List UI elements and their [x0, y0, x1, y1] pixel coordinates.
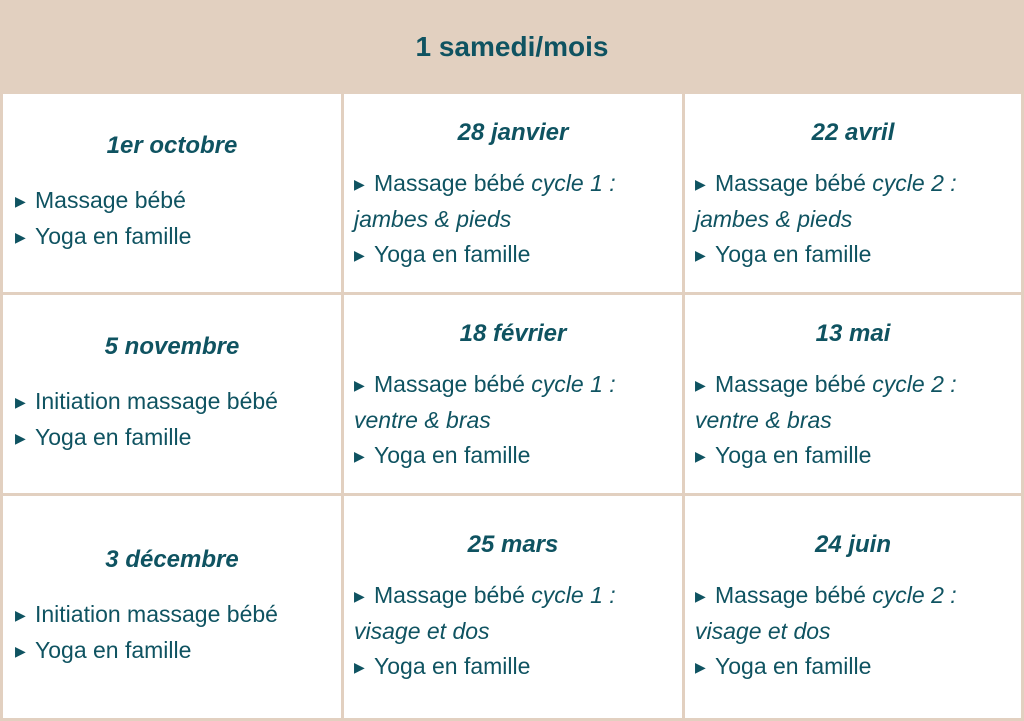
session-date: 5 novembre [104, 333, 240, 360]
activity-item: ▶ Massage bébé cycle 1 : [354, 367, 672, 403]
session-date: 18 février [459, 320, 567, 347]
activity-item: ▶ Initiation massage bébé [13, 597, 331, 633]
activity-item: ▶ Yoga en famille [695, 237, 1011, 273]
activity-item: ▶ Yoga en famille [354, 649, 672, 685]
activity-item: ▶ Yoga en famille [695, 438, 1011, 474]
play-arrow-icon: ▶ [354, 448, 365, 464]
play-arrow-icon: ▶ [15, 193, 26, 209]
activity-item: ▶ Massage bébé cycle 1 : [354, 578, 672, 614]
schedule-title: 1 samedi/mois [3, 0, 1021, 94]
play-arrow-icon: ▶ [354, 176, 365, 192]
play-arrow-icon: ▶ [695, 176, 706, 192]
session-cell-mar [344, 496, 685, 718]
activity-detail: ventre & bras [695, 407, 832, 433]
activity-detail: visage et dos [695, 618, 831, 644]
play-arrow-icon: ▶ [15, 430, 26, 446]
session-date: 1er octobre [106, 132, 238, 159]
play-arrow-icon: ▶ [354, 247, 365, 263]
schedule-grid [3, 94, 1021, 718]
activity-item: ▶ Yoga en famille [354, 438, 672, 474]
activity-item: ▶ Yoga en famille [13, 633, 331, 669]
activity-item: ▶ Yoga en famille [13, 420, 331, 456]
play-arrow-icon: ▶ [695, 588, 706, 604]
session-date: 13 mai [815, 320, 891, 347]
session-cell-feb [344, 295, 685, 496]
activity-item: ▶ Initiation massage bébé [13, 384, 331, 420]
activity-item: ▶ Massage bébé cycle 2 : [695, 166, 1011, 202]
activity-detail: ventre & bras [354, 407, 491, 433]
play-arrow-icon: ▶ [695, 659, 706, 675]
activity-item: ▶ Massage bébé cycle 1 : [354, 166, 672, 202]
activity-item: ▶ Massage bébé cycle 2 : [695, 578, 1011, 614]
play-arrow-icon: ▶ [695, 247, 706, 263]
activity-item: ▶ Massage bébé cycle 2 : [695, 367, 1011, 403]
session-cell-jun [685, 496, 1021, 718]
play-arrow-icon: ▶ [15, 607, 26, 623]
session-cell-jan [344, 94, 685, 295]
play-arrow-icon: ▶ [354, 588, 365, 604]
activity-item: ▶ Yoga en famille [13, 219, 331, 255]
session-cell-oct [3, 94, 344, 295]
activity-item: ▶ Yoga en famille [695, 649, 1011, 685]
play-arrow-icon: ▶ [354, 659, 365, 675]
session-date: 22 avril [811, 119, 895, 146]
play-arrow-icon: ▶ [15, 229, 26, 245]
session-date: 28 janvier [457, 119, 569, 146]
session-cell-apr [685, 94, 1021, 295]
session-date: 25 mars [467, 531, 559, 558]
play-arrow-icon: ▶ [354, 377, 365, 393]
play-arrow-icon: ▶ [695, 377, 706, 393]
activity-item: ▶ Yoga en famille [354, 237, 672, 273]
play-arrow-icon: ▶ [695, 448, 706, 464]
play-arrow-icon: ▶ [15, 394, 26, 410]
session-cell-nov [3, 295, 344, 496]
activity-detail: jambes & pieds [695, 206, 853, 232]
session-cell-may [685, 295, 1021, 496]
activity-item: ▶ Massage bébé [13, 183, 331, 219]
play-arrow-icon: ▶ [15, 643, 26, 659]
session-date: 3 décembre [105, 546, 239, 573]
session-date: 24 juin [814, 531, 892, 558]
activity-detail: jambes & pieds [354, 206, 512, 232]
activity-detail: visage et dos [354, 618, 490, 644]
session-cell-dec [3, 496, 344, 718]
